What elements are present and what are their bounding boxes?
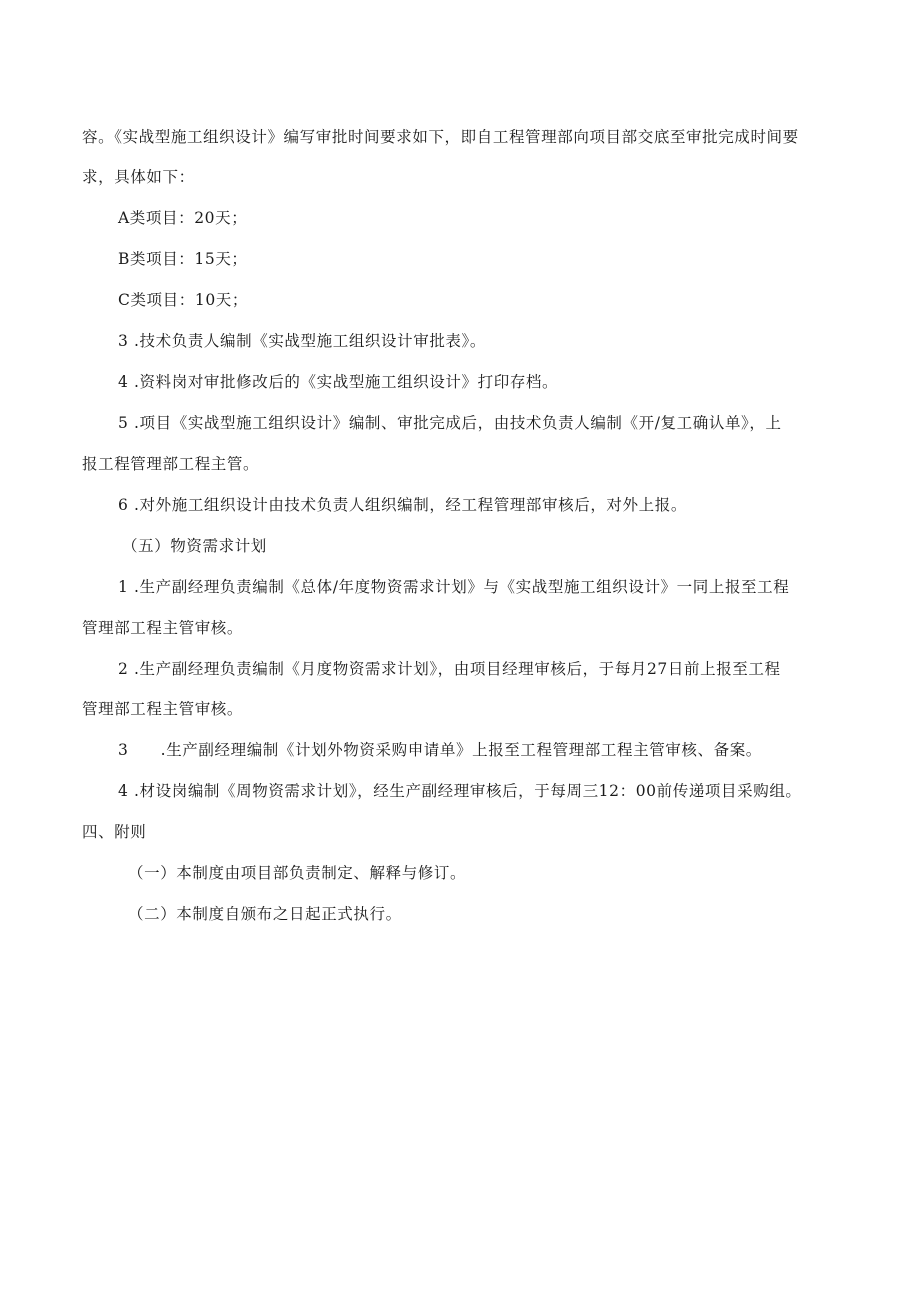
list-item: A类项目：20天； <box>118 209 248 227</box>
list-item: 4 .资料岗对审批修改后的《实战型施工组织设计》打印存档。 <box>118 373 559 391</box>
section-heading: （五）物资需求计划 <box>122 537 267 555</box>
section-item: （一）本制度由项目部负责制定、解释与修订。 <box>128 864 467 882</box>
paragraph-line: 求，具体如下： <box>82 168 195 186</box>
section-item: （二）本制度自颁布之日起正式执行。 <box>128 905 402 923</box>
paragraph-line: 报工程管理部工程主管。 <box>82 455 260 473</box>
list-item: C类项目：10天； <box>118 291 248 309</box>
list-item: 6 .对外施工组织设计由技术负责人组织编制，经工程管理部审核后，对外上报。 <box>118 496 687 514</box>
list-item: 1 .生产副经理负责编制《总体/年度物资需求计划》与《实战型施工组织设计》一同上报至工程 <box>118 578 790 596</box>
paragraph-line: 管理部工程主管审核。 <box>82 700 244 718</box>
list-item: 3 .生产副经理编制《计划外物资采购申请单》上报至工程管理部工程主管审核、备案。 <box>118 741 762 759</box>
list-item: B类项目：15天； <box>118 250 248 268</box>
list-item: 5 .项目《实战型施工组织设计》编制、审批完成后，由技术负责人编制《开/复工确认单》，上 <box>118 414 782 432</box>
list-item: 4 .材设岗编制《周物资需求计划》，经生产副经理审核后，于每周三12：00前传递项目采购组。 <box>118 782 802 800</box>
list-item: 3 .技术负责人编制《实战型施工组织设计审批表》。 <box>118 332 486 350</box>
list-item: 2 .生产副经理负责编制《月度物资需求计划》，由项目经理审核后，于每月27日前上报至工程 <box>118 660 781 678</box>
chapter-heading: 四、附则 <box>82 823 147 841</box>
paragraph-line: 管理部工程主管审核。 <box>82 619 244 637</box>
paragraph-line: 容。《实战型施工组织设计》编写审批时间要求如下，即自工程管理部向项目部交底至审批完成时间要 <box>82 128 799 146</box>
